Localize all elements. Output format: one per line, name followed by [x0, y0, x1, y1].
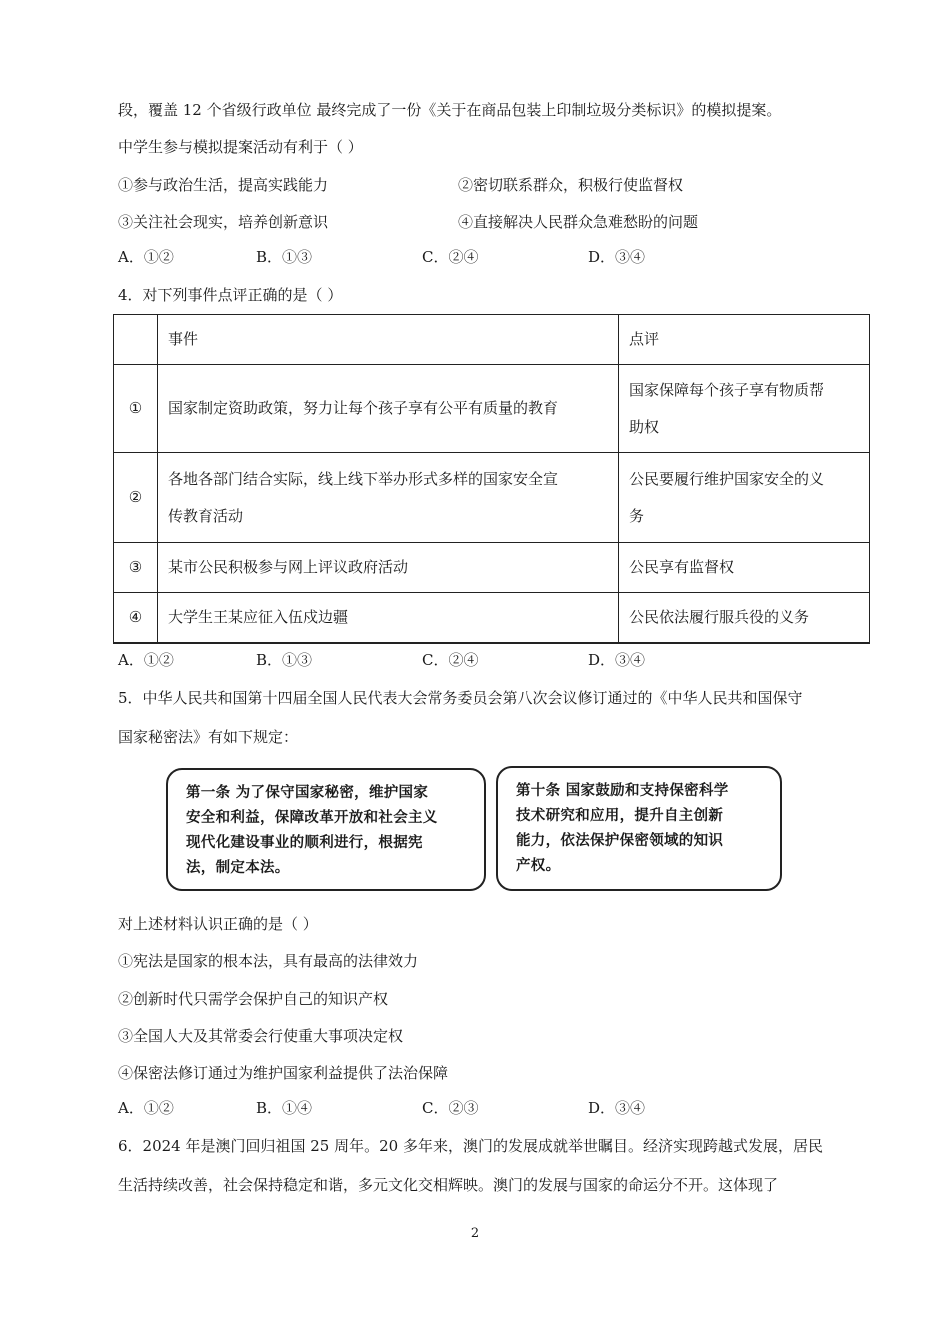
law-article-1-box — [166, 768, 486, 891]
q4-option-c: C．②④ — [422, 651, 479, 669]
q5-stem-line-2: 国家秘密法》有如下规定： — [118, 728, 299, 746]
q3-stem-line: 段，覆盖 12 个省级行政单位 最终完成了一份《关于在商品包装上印制垃圾分类标识》的模拟提案。 — [118, 101, 782, 119]
table-row — [114, 453, 870, 543]
row-event-line: 传教育活动 — [168, 506, 244, 525]
row-number: ③ — [114, 543, 158, 593]
row-comment-line: 公民要履行维护国家安全的义 — [629, 469, 825, 488]
q6-stem-line-1: 6．2024 年是澳门回归祖国 25 周年。20 多年来，澳门的发展成就举世瞩目。经济实现跨越式发展，居民 — [118, 1137, 823, 1155]
box-text-line: 产权。 — [516, 857, 561, 874]
box-text-line: 安全和利益，保障改革开放和社会主义 — [186, 809, 438, 826]
row-event — [158, 365, 619, 453]
table-row — [114, 543, 870, 593]
row-number: ④ — [114, 593, 158, 643]
q5-option-c: C．②③ — [422, 1099, 479, 1117]
table-row — [114, 593, 870, 643]
row-event-line: 大学生王某应征入伍戍边疆 — [168, 607, 349, 626]
q4-option-a: A．①② — [118, 651, 174, 669]
q3-option-d: D．③④ — [588, 248, 646, 266]
q5-statement-3: ③全国人大及其常委会行使重大事项决定权 — [118, 1027, 404, 1045]
table-row — [114, 365, 870, 453]
page-number: 2 — [470, 1226, 480, 1241]
q6-stem-line-2: 生活持续改善，社会保持稳定和谐，多元文化交相辉映。澳门的发展与国家的命运分不开。这体现了 — [118, 1176, 779, 1194]
row-event-line: 各地各部门结合实际，线上线下举办形式多样的国家安全宣 — [168, 469, 559, 488]
q4-option-d: D．③④ — [588, 651, 646, 669]
q5-option-b: B．①④ — [256, 1099, 313, 1117]
box-text-line: 技术研究和应用，提升自主创新 — [516, 807, 724, 824]
q3-statement-2: ②密切联系群众，积极行使监督权 — [458, 176, 684, 194]
row-comment — [619, 593, 870, 643]
row-number: ① — [114, 365, 158, 453]
row-comment-line: 务 — [629, 506, 645, 525]
row-event — [158, 543, 619, 593]
row-comment-line: 公民依法履行服兵役的义务 — [629, 607, 810, 626]
q3-option-a: A．①② — [118, 248, 174, 266]
q3-option-b: B．①③ — [256, 248, 313, 266]
row-event-line: 某市公民积极参与网上评议政府活动 — [168, 558, 409, 576]
q5-statement-2: ②创新时代只需学会保护自己的知识产权 — [118, 990, 389, 1008]
q5-question: 对上述材料认识正确的是（ ） — [118, 915, 318, 933]
q3-statement-3: ③关注社会现实，培养创新意识 — [118, 213, 329, 231]
row-number: ② — [114, 453, 158, 543]
row-comment — [619, 365, 870, 453]
row-event-line: 国家制定资助政策，努力让每个孩子享有公平有质量的教育 — [168, 399, 559, 417]
row-comment-line: 公民享有监督权 — [629, 558, 735, 576]
event-table — [113, 314, 870, 644]
q4-question: 4．对下列事件点评正确的是（ ） — [118, 286, 343, 304]
row-comment-line: 助权 — [629, 417, 660, 436]
box-text-line: 第十条 国家鼓励和支持保密科学 — [516, 782, 729, 799]
table-header-row — [114, 315, 870, 365]
q3-option-c: C．②④ — [422, 248, 479, 266]
table-header-comment: 点评 — [619, 315, 870, 365]
table-header-blank — [114, 315, 158, 365]
row-event — [158, 453, 619, 543]
q3-question: 中学生参与模拟提案活动有利于（ ） — [118, 138, 363, 156]
q3-statement-4: ④直接解决人民群众急难愁盼的问题 — [458, 213, 699, 231]
box-text-line: 第一条 为了保守国家秘密，维护国家 — [186, 784, 429, 801]
q5-statement-4: ④保密法修订通过为维护国家利益提供了法治保障 — [118, 1064, 449, 1082]
row-comment — [619, 453, 870, 543]
q5-option-d: D．③④ — [588, 1099, 646, 1117]
q5-statement-1: ①宪法是国家的根本法，具有最高的法律效力 — [118, 952, 419, 970]
row-comment-line: 国家保障每个孩子享有物质帮 — [629, 380, 825, 399]
q5-stem-line-1: 5．中华人民共和国第十四届全国人民代表大会常务委员会第八次会议修订通过的《中华人民共和国保守 — [118, 689, 803, 707]
row-comment — [619, 543, 870, 593]
q5-option-a: A．①② — [118, 1099, 174, 1117]
box-text-line: 能力，依法保护保密领域的知识 — [516, 832, 724, 849]
q4-option-b: B．①③ — [256, 651, 313, 669]
row-event — [158, 593, 619, 643]
box-text-line: 法，制定本法。 — [186, 859, 290, 876]
table-header-event: 事件 — [158, 315, 619, 365]
law-article-10-box — [496, 766, 782, 891]
q3-statement-1: ①参与政治生活，提高实践能力 — [118, 176, 329, 194]
box-text-line: 现代化建设事业的顺利进行，根据宪 — [186, 834, 423, 851]
